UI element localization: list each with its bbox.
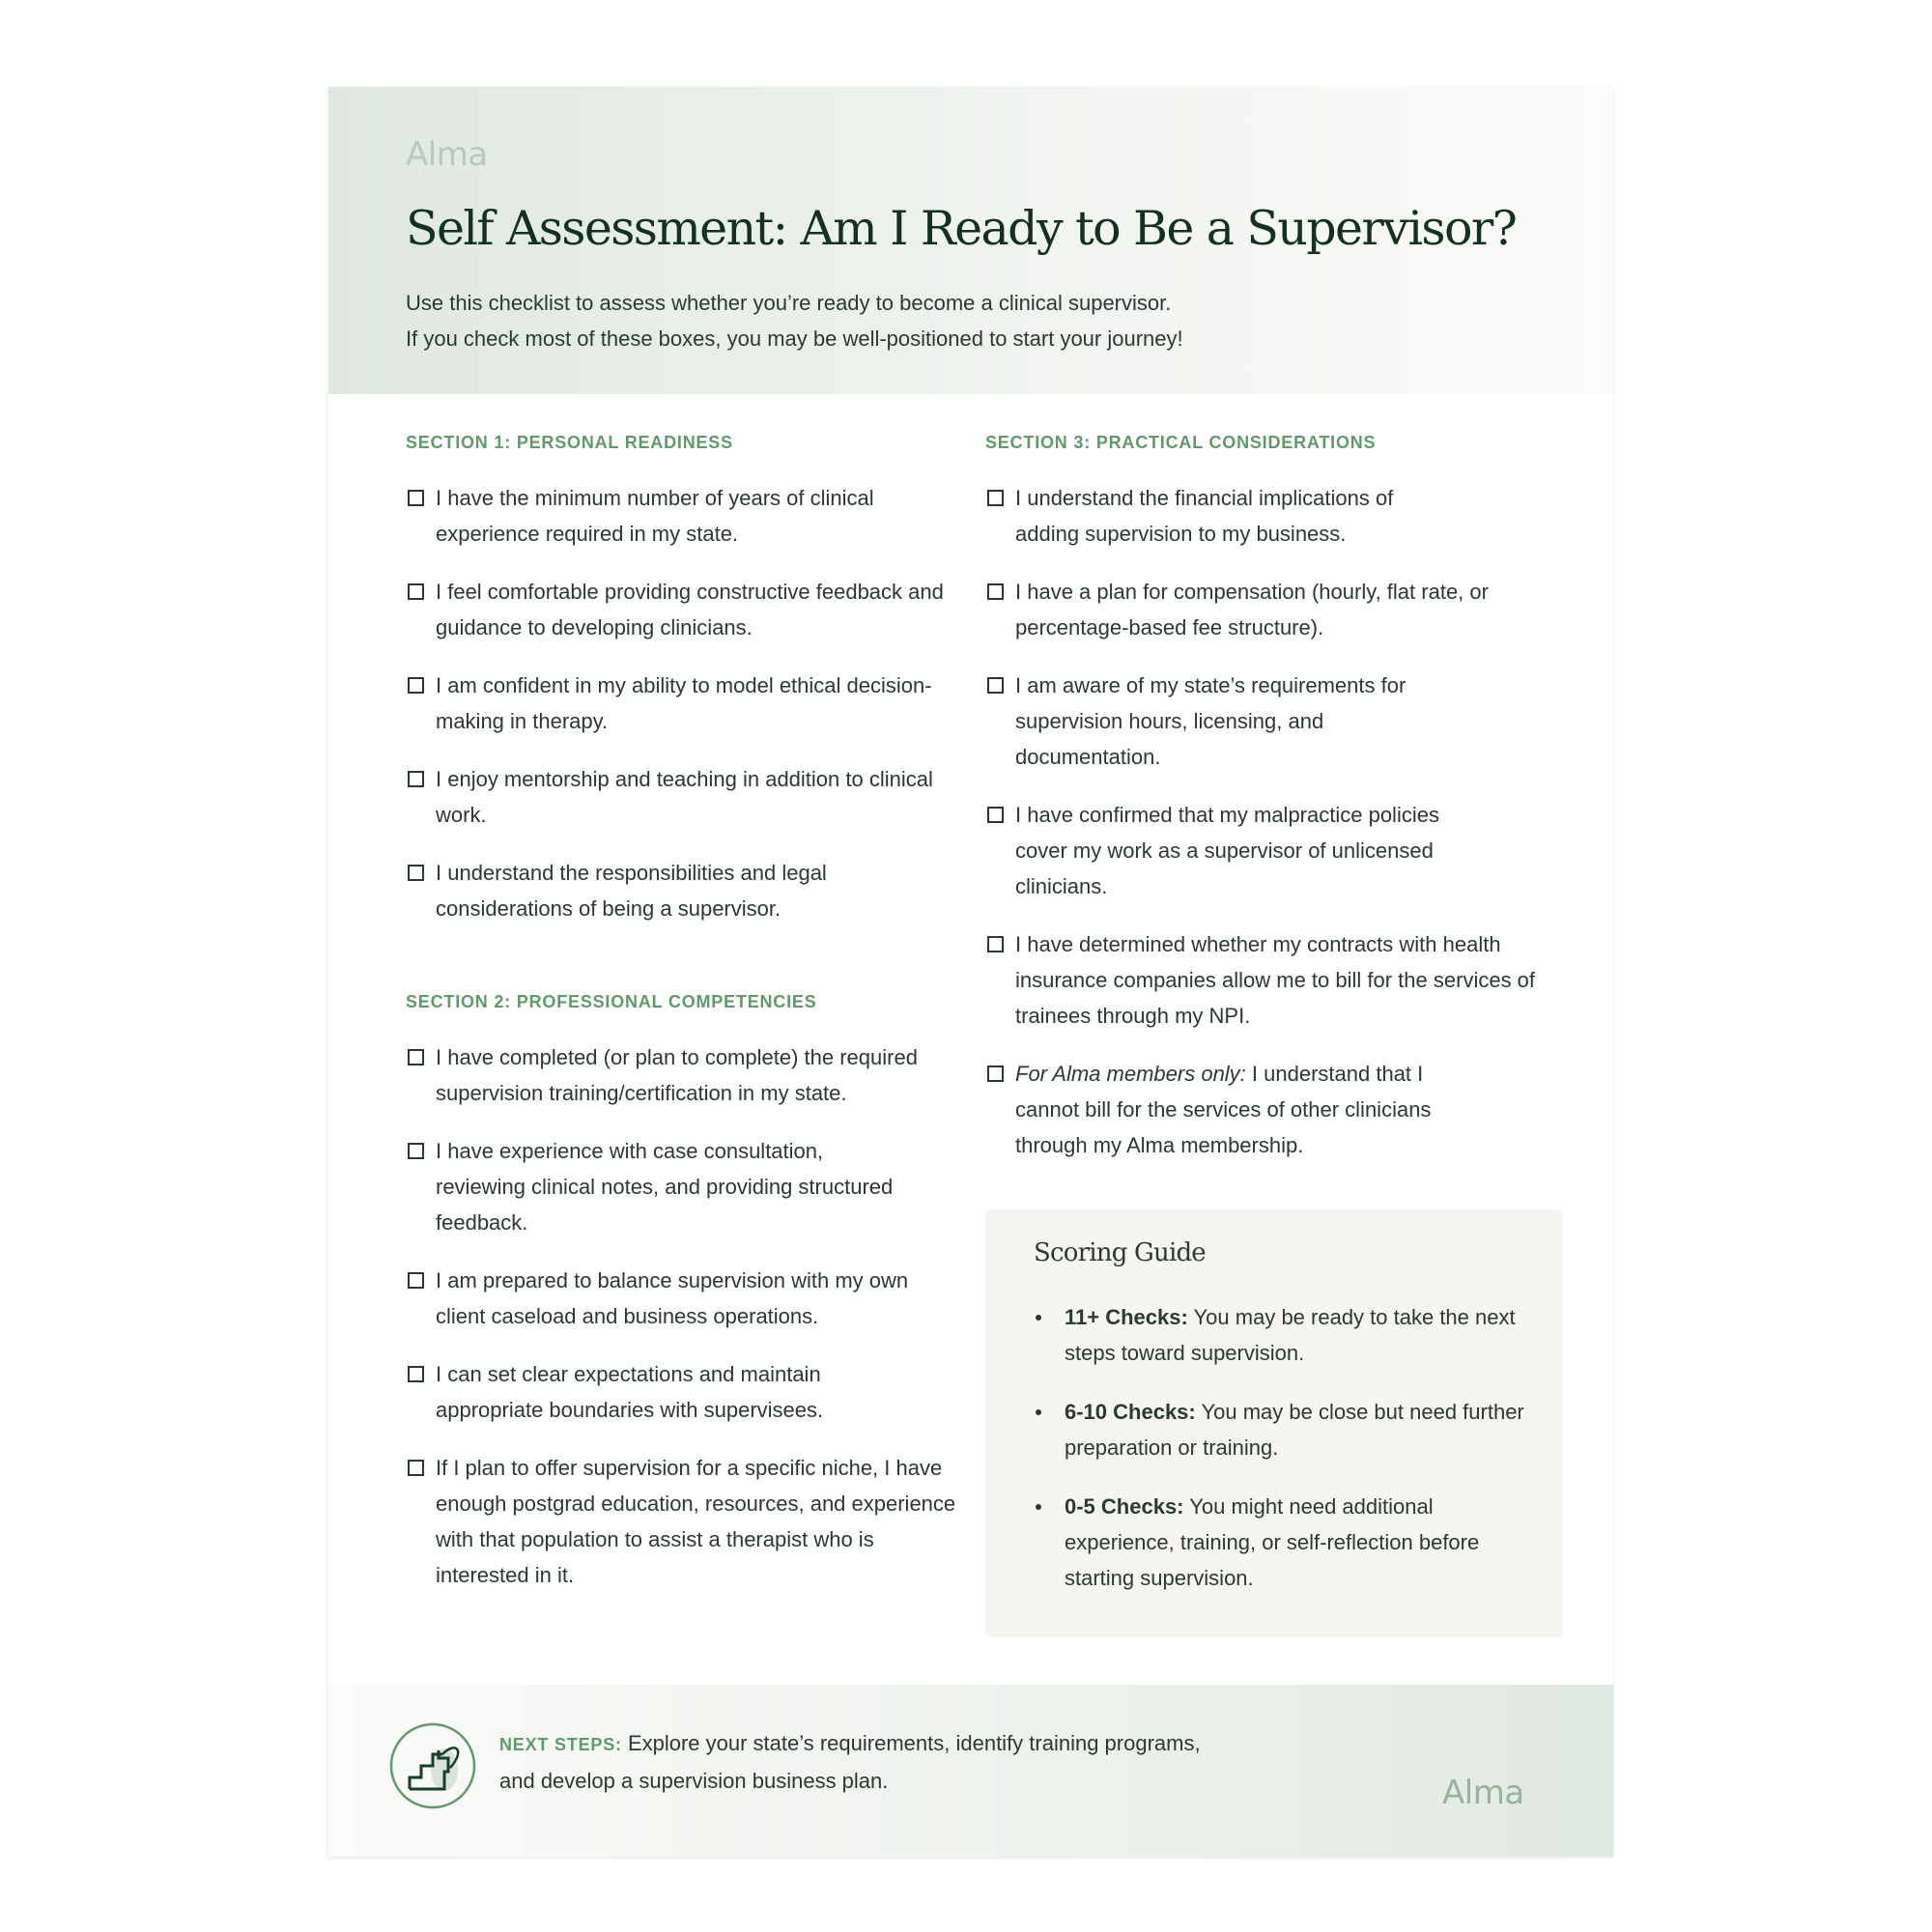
next-steps-label: NEXT STEPS:	[499, 1735, 622, 1754]
checklist-item[interactable]	[406, 761, 938, 833]
checkbox[interactable]	[987, 1065, 1004, 1082]
item-text: I understand that I cannot bill for the services of other clinicians through my Alma membership.	[1015, 1062, 1432, 1157]
intro-line: If you check most of these boxes, you may be well-positioned to start your journey!	[406, 327, 1183, 351]
checklist-item[interactable]	[406, 855, 947, 926]
left-column	[406, 433, 956, 1615]
checkbox[interactable]	[987, 490, 1004, 506]
scoring-text: You might need additional experience, training, or self-reflection before starting supervision.	[1065, 1494, 1480, 1590]
item-text: I am aware of my state’s requirements for supervision hours, licensing, and documentation.	[1015, 673, 1406, 769]
bullet-icon	[1036, 1315, 1041, 1321]
intro-line: Use this checklist to assess whether you’re ready to become a clinical supervisor.	[406, 291, 1172, 315]
item-text: I understand the financial implications of adding supervision to my business.	[1015, 486, 1394, 546]
checklist-item[interactable]	[985, 668, 1450, 775]
checklist-item[interactable]	[406, 574, 947, 645]
next-steps	[499, 1725, 1234, 1799]
checklist-page	[328, 87, 1613, 1857]
item-text: I have the minimum number of years of clinical experience required in my state.	[436, 486, 874, 546]
item-emphasis: For Alma members only:	[1015, 1062, 1246, 1086]
bullet-icon	[1036, 1409, 1041, 1415]
page-title: Self Assessment: Am I Ready to Be a Supervisor?	[406, 201, 1517, 256]
right-column	[985, 433, 1536, 1185]
footer	[328, 1685, 1613, 1857]
item-text: I have determined whether my contracts with health insurance companies allow me to bill for the services of trainees through my NPI.	[1015, 932, 1536, 1028]
item-text: If I plan to offer supervision for a specific niche, I have enough postgrad education, resources, and experience with that population to assist a therapist who is interested in it.	[436, 1456, 956, 1587]
checkbox[interactable]	[408, 583, 424, 600]
checkbox[interactable]	[408, 677, 424, 694]
scoring-label: 6-10 Checks:	[1065, 1400, 1196, 1424]
item-text: I am confident in my ability to model ethical decision-making in therapy.	[436, 673, 932, 733]
header	[328, 87, 1613, 394]
checkbox[interactable]	[408, 1143, 424, 1159]
item-text: I have completed (or plan to complete) the required supervision training/certification in my state.	[436, 1045, 918, 1105]
scoring-text: You may be ready to take the next steps toward supervision.	[1065, 1305, 1516, 1365]
scoring-label: 0-5 Checks:	[1065, 1494, 1184, 1519]
checklist-item[interactable]	[985, 574, 1508, 645]
item-text: I understand the responsibilities and legal considerations of being a supervisor.	[436, 861, 827, 921]
scoring-text: You may be close but need further preparation or training.	[1065, 1400, 1524, 1460]
scoring-item	[1065, 1299, 1528, 1371]
item-text: I have a plan for compensation (hourly, flat rate, or percentage-based fee structure).	[1015, 580, 1489, 639]
checkbox[interactable]	[408, 1049, 424, 1065]
intro-text	[406, 285, 1183, 356]
scoring-item	[1065, 1489, 1509, 1596]
scoring-label: 11+ Checks:	[1065, 1305, 1188, 1329]
checklist-item[interactable]	[985, 480, 1440, 552]
checkbox[interactable]	[987, 936, 1004, 952]
checklist-item[interactable]	[406, 1356, 919, 1428]
alma-logo: Alma	[1442, 1774, 1524, 1812]
checkbox[interactable]	[408, 865, 424, 881]
item-text: I am prepared to balance supervision with my own client caseload and business operations.	[436, 1268, 909, 1328]
bullet-icon	[1036, 1504, 1041, 1510]
checkbox[interactable]	[408, 1272, 424, 1289]
next-steps-text: Explore your state’s requirements, identify training programs, and develop a supervision business plan.	[499, 1731, 1201, 1793]
checklist-item[interactable]	[406, 1133, 909, 1240]
checkbox[interactable]	[408, 1366, 424, 1382]
stairs-icon	[388, 1721, 477, 1810]
section-heading: SECTION 3: PRACTICAL CONSIDERATIONS	[985, 433, 1377, 452]
scoring-item	[1065, 1394, 1528, 1465]
checklist-item[interactable]	[985, 797, 1440, 904]
item-text: I feel comfortable providing constructive feedback and guidance to developing clinicians.	[436, 580, 944, 639]
checklist-item[interactable]	[406, 1450, 967, 1593]
checkbox[interactable]	[408, 771, 424, 787]
checklist-item[interactable]	[406, 1039, 919, 1111]
section-heading: SECTION 1: PERSONAL READINESS	[406, 433, 733, 452]
checklist-item[interactable]	[406, 668, 938, 739]
alma-logo: Alma	[406, 135, 488, 174]
section-heading: SECTION 2: PROFESSIONAL COMPETENCIES	[406, 992, 817, 1011]
checklist-item[interactable]	[985, 1056, 1489, 1163]
checklist-item[interactable]	[985, 926, 1537, 1034]
checkbox[interactable]	[987, 583, 1004, 600]
checklist-item[interactable]	[406, 1263, 948, 1334]
scoring-title: Scoring Guide	[1034, 1238, 1206, 1267]
item-text: I have confirmed that my malpractice policies cover my work as a supervisor of unlicensed clinicians.	[1015, 803, 1439, 898]
item-text: I have experience with case consultation, reviewing clinical notes, and providing structured feedback.	[436, 1139, 894, 1235]
checkbox[interactable]	[987, 807, 1004, 823]
checkbox[interactable]	[408, 1460, 424, 1476]
item-text: I enjoy mentorship and teaching in addition to clinical work.	[436, 767, 933, 827]
item-text: I can set clear expectations and maintain appropriate boundaries with supervisees.	[436, 1362, 824, 1422]
scoring-guide	[985, 1209, 1563, 1637]
checklist-item[interactable]	[406, 480, 947, 552]
checkbox[interactable]	[987, 677, 1004, 694]
checkbox[interactable]	[408, 490, 424, 506]
